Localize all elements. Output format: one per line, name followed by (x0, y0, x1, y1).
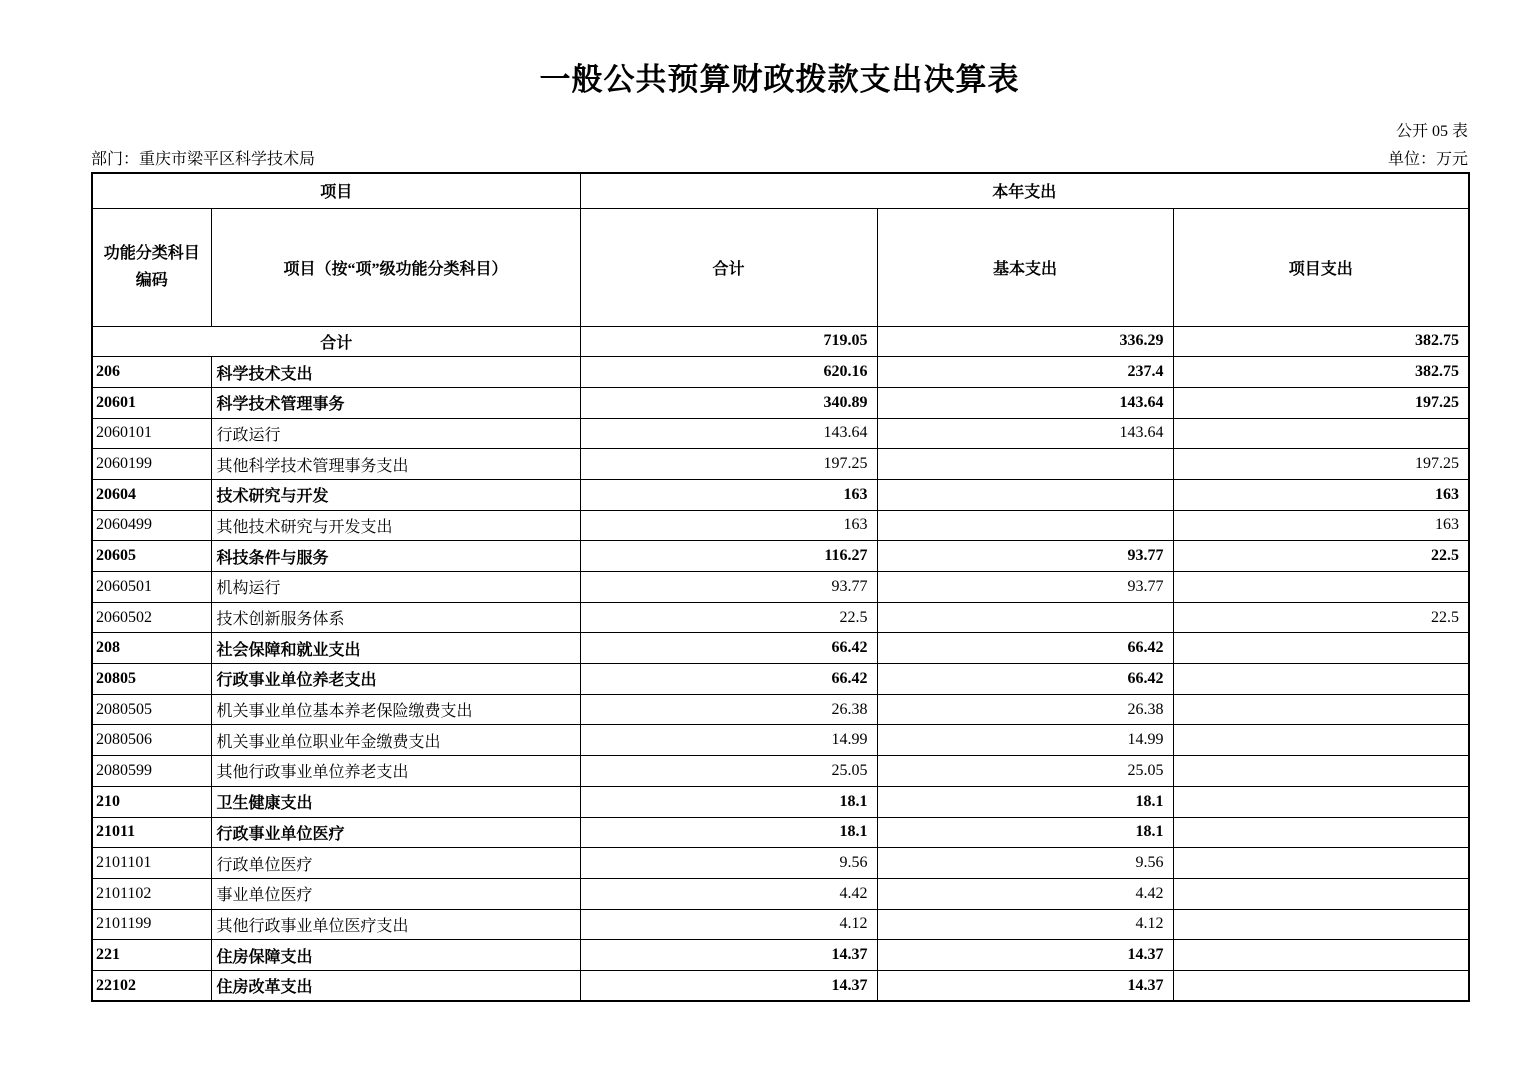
row-name-cell: 其他科学技术管理事务支出 (211, 449, 580, 480)
table-row (92, 817, 1469, 848)
row-code-cell: 221 (92, 940, 211, 971)
table-code-label: 公开 05 表 (1395, 123, 1468, 140)
row-basic-cell: 237.4 (877, 357, 1173, 388)
row-code-cell: 20805 (92, 664, 211, 695)
row-basic-cell: 66.42 (877, 664, 1173, 695)
row-code-cell: 20601 (92, 387, 211, 418)
row-code-cell: 208 (92, 633, 211, 664)
row-total-cell: 163 (580, 510, 877, 541)
row-code-cell: 2060502 (92, 602, 211, 633)
row-name-cell: 事业单位医疗 (211, 878, 580, 909)
header-group-item: 项目 (92, 173, 580, 208)
row-code-cell: 20605 (92, 541, 211, 572)
table-row (92, 479, 1469, 510)
row-total-cell: 163 (580, 479, 877, 510)
row-basic-cell (877, 479, 1173, 510)
row-total-cell: 22.5 (580, 602, 877, 633)
row-code-cell: 2060499 (92, 510, 211, 541)
row-code-cell: 206 (92, 357, 211, 388)
row-name-cell: 行政单位医疗 (211, 848, 580, 879)
row-name-cell: 卫生健康支出 (211, 786, 580, 817)
row-code-cell: 2080599 (92, 756, 211, 787)
row-name-cell: 住房保障支出 (211, 940, 580, 971)
table-row (92, 602, 1469, 633)
unit-label: 单位：万元 (1387, 151, 1468, 168)
row-project-cell (1173, 786, 1469, 817)
row-basic-cell: 18.1 (877, 786, 1173, 817)
row-project-cell (1173, 633, 1469, 664)
table-row (92, 633, 1469, 664)
row-project-cell: 163 (1173, 510, 1469, 541)
row-code-cell: 22102 (92, 970, 211, 1001)
row-code-cell: 2101199 (92, 909, 211, 940)
row-name-cell: 合计 (92, 326, 580, 357)
row-total-cell: 25.05 (580, 756, 877, 787)
row-total-cell: 14.37 (580, 970, 877, 1001)
row-project-cell (1173, 878, 1469, 909)
row-code-cell: 2060199 (92, 449, 211, 480)
row-name-cell: 社会保障和就业支出 (211, 633, 580, 664)
table-row (92, 326, 1469, 357)
row-basic-cell (877, 510, 1173, 541)
row-project-cell (1173, 848, 1469, 879)
row-basic-cell: 14.37 (877, 940, 1173, 971)
row-project-cell: 22.5 (1173, 602, 1469, 633)
row-project-cell (1173, 664, 1469, 695)
table-row (92, 909, 1469, 940)
row-project-cell (1173, 940, 1469, 971)
table-row (92, 970, 1469, 1001)
row-total-cell: 620.16 (580, 357, 877, 388)
row-code-cell: 2101102 (92, 878, 211, 909)
table-row (92, 449, 1469, 480)
row-name-cell: 机构运行 (211, 572, 580, 603)
row-code-cell: 21011 (92, 817, 211, 848)
table-row (92, 878, 1469, 909)
row-basic-cell: 18.1 (877, 817, 1173, 848)
row-project-cell (1173, 909, 1469, 940)
row-code-cell: 2060501 (92, 572, 211, 603)
row-name-cell: 技术研究与开发 (211, 479, 580, 510)
table-body (92, 326, 1469, 1001)
row-total-cell: 14.99 (580, 725, 877, 756)
table-row (92, 725, 1469, 756)
table-row (92, 572, 1469, 603)
row-basic-cell: 14.99 (877, 725, 1173, 756)
row-name-cell: 住房改革支出 (211, 970, 580, 1001)
row-total-cell: 26.38 (580, 694, 877, 725)
row-total-cell: 66.42 (580, 633, 877, 664)
table-row (92, 418, 1469, 449)
row-project-cell: 382.75 (1173, 357, 1469, 388)
header-group-year-expenditure: 本年支出 (580, 173, 1469, 208)
row-name-cell: 行政事业单位养老支出 (211, 664, 580, 695)
row-basic-cell: 93.77 (877, 572, 1173, 603)
row-name-cell: 科学技术支出 (211, 357, 580, 388)
row-name-cell: 其他行政事业单位医疗支出 (211, 909, 580, 940)
row-total-cell: 143.64 (580, 418, 877, 449)
row-name-cell: 行政事业单位医疗 (211, 817, 580, 848)
row-name-cell: 机关事业单位基本养老保险缴费支出 (211, 694, 580, 725)
row-basic-cell: 336.29 (877, 326, 1173, 357)
row-total-cell: 9.56 (580, 848, 877, 879)
row-basic-cell (877, 602, 1173, 633)
row-name-cell: 科技条件与服务 (211, 541, 580, 572)
table-row (92, 786, 1469, 817)
row-basic-cell: 14.37 (877, 970, 1173, 1001)
header-group-row (92, 173, 1469, 208)
header-col-project: 项目支出 (1173, 208, 1469, 326)
row-total-cell: 18.1 (580, 786, 877, 817)
row-total-cell: 719.05 (580, 326, 877, 357)
header-col-item: 项目（按“项”级功能分类科目） (211, 208, 580, 326)
meta-row (91, 146, 1468, 169)
header-columns-row (92, 208, 1469, 326)
header-col-code (92, 208, 211, 326)
row-basic-cell: 25.05 (877, 756, 1173, 787)
row-name-cell: 其他行政事业单位养老支出 (211, 756, 580, 787)
row-code-cell: 2080505 (92, 694, 211, 725)
row-basic-cell: 26.38 (877, 694, 1173, 725)
row-name-cell: 其他技术研究与开发支出 (211, 510, 580, 541)
department-label: 部门：重庆市梁平区科学技术局 (91, 151, 316, 168)
row-project-cell (1173, 970, 1469, 1001)
row-total-cell: 4.42 (580, 878, 877, 909)
page-title: 一般公共预算财政拨款支出决算表 (539, 62, 1020, 97)
row-total-cell: 116.27 (580, 541, 877, 572)
row-project-cell (1173, 756, 1469, 787)
row-project-cell (1173, 572, 1469, 603)
header-col-code-text: 功能分类科目编码 (103, 244, 200, 289)
table-row (92, 940, 1469, 971)
row-basic-cell: 4.12 (877, 909, 1173, 940)
row-code-cell: 20604 (92, 479, 211, 510)
row-project-cell: 163 (1173, 479, 1469, 510)
row-project-cell (1173, 418, 1469, 449)
row-name-cell: 技术创新服务体系 (211, 602, 580, 633)
table-row (92, 541, 1469, 572)
row-project-cell: 197.25 (1173, 387, 1469, 418)
row-basic-cell: 143.64 (877, 418, 1173, 449)
row-basic-cell: 93.77 (877, 541, 1173, 572)
row-code-cell: 2101101 (92, 848, 211, 879)
row-project-cell (1173, 817, 1469, 848)
row-code-cell: 2080506 (92, 725, 211, 756)
row-total-cell: 4.12 (580, 909, 877, 940)
row-project-cell (1173, 694, 1469, 725)
table-row (92, 848, 1469, 879)
row-total-cell: 340.89 (580, 387, 877, 418)
row-code-cell: 2060101 (92, 418, 211, 449)
row-project-cell: 382.75 (1173, 326, 1469, 357)
table-row (92, 387, 1469, 418)
row-project-cell (1173, 725, 1469, 756)
row-total-cell: 14.37 (580, 940, 877, 971)
row-code-cell: 210 (92, 786, 211, 817)
row-basic-cell: 9.56 (877, 848, 1173, 879)
row-total-cell: 66.42 (580, 664, 877, 695)
row-project-cell: 22.5 (1173, 541, 1469, 572)
header-col-total: 合计 (580, 208, 877, 326)
budget-table (91, 172, 1470, 1002)
table-row (92, 756, 1469, 787)
table-row (92, 357, 1469, 388)
row-project-cell: 197.25 (1173, 449, 1469, 480)
table-row (92, 510, 1469, 541)
table-row (92, 664, 1469, 695)
row-basic-cell: 143.64 (877, 387, 1173, 418)
header-col-basic: 基本支出 (877, 208, 1173, 326)
table-row (92, 694, 1469, 725)
row-name-cell: 科学技术管理事务 (211, 387, 580, 418)
row-name-cell: 机关事业单位职业年金缴费支出 (211, 725, 580, 756)
row-name-cell: 行政运行 (211, 418, 580, 449)
row-basic-cell: 66.42 (877, 633, 1173, 664)
row-basic-cell: 4.42 (877, 878, 1173, 909)
row-total-cell: 197.25 (580, 449, 877, 480)
row-total-cell: 18.1 (580, 817, 877, 848)
row-basic-cell (877, 449, 1173, 480)
row-total-cell: 93.77 (580, 572, 877, 603)
